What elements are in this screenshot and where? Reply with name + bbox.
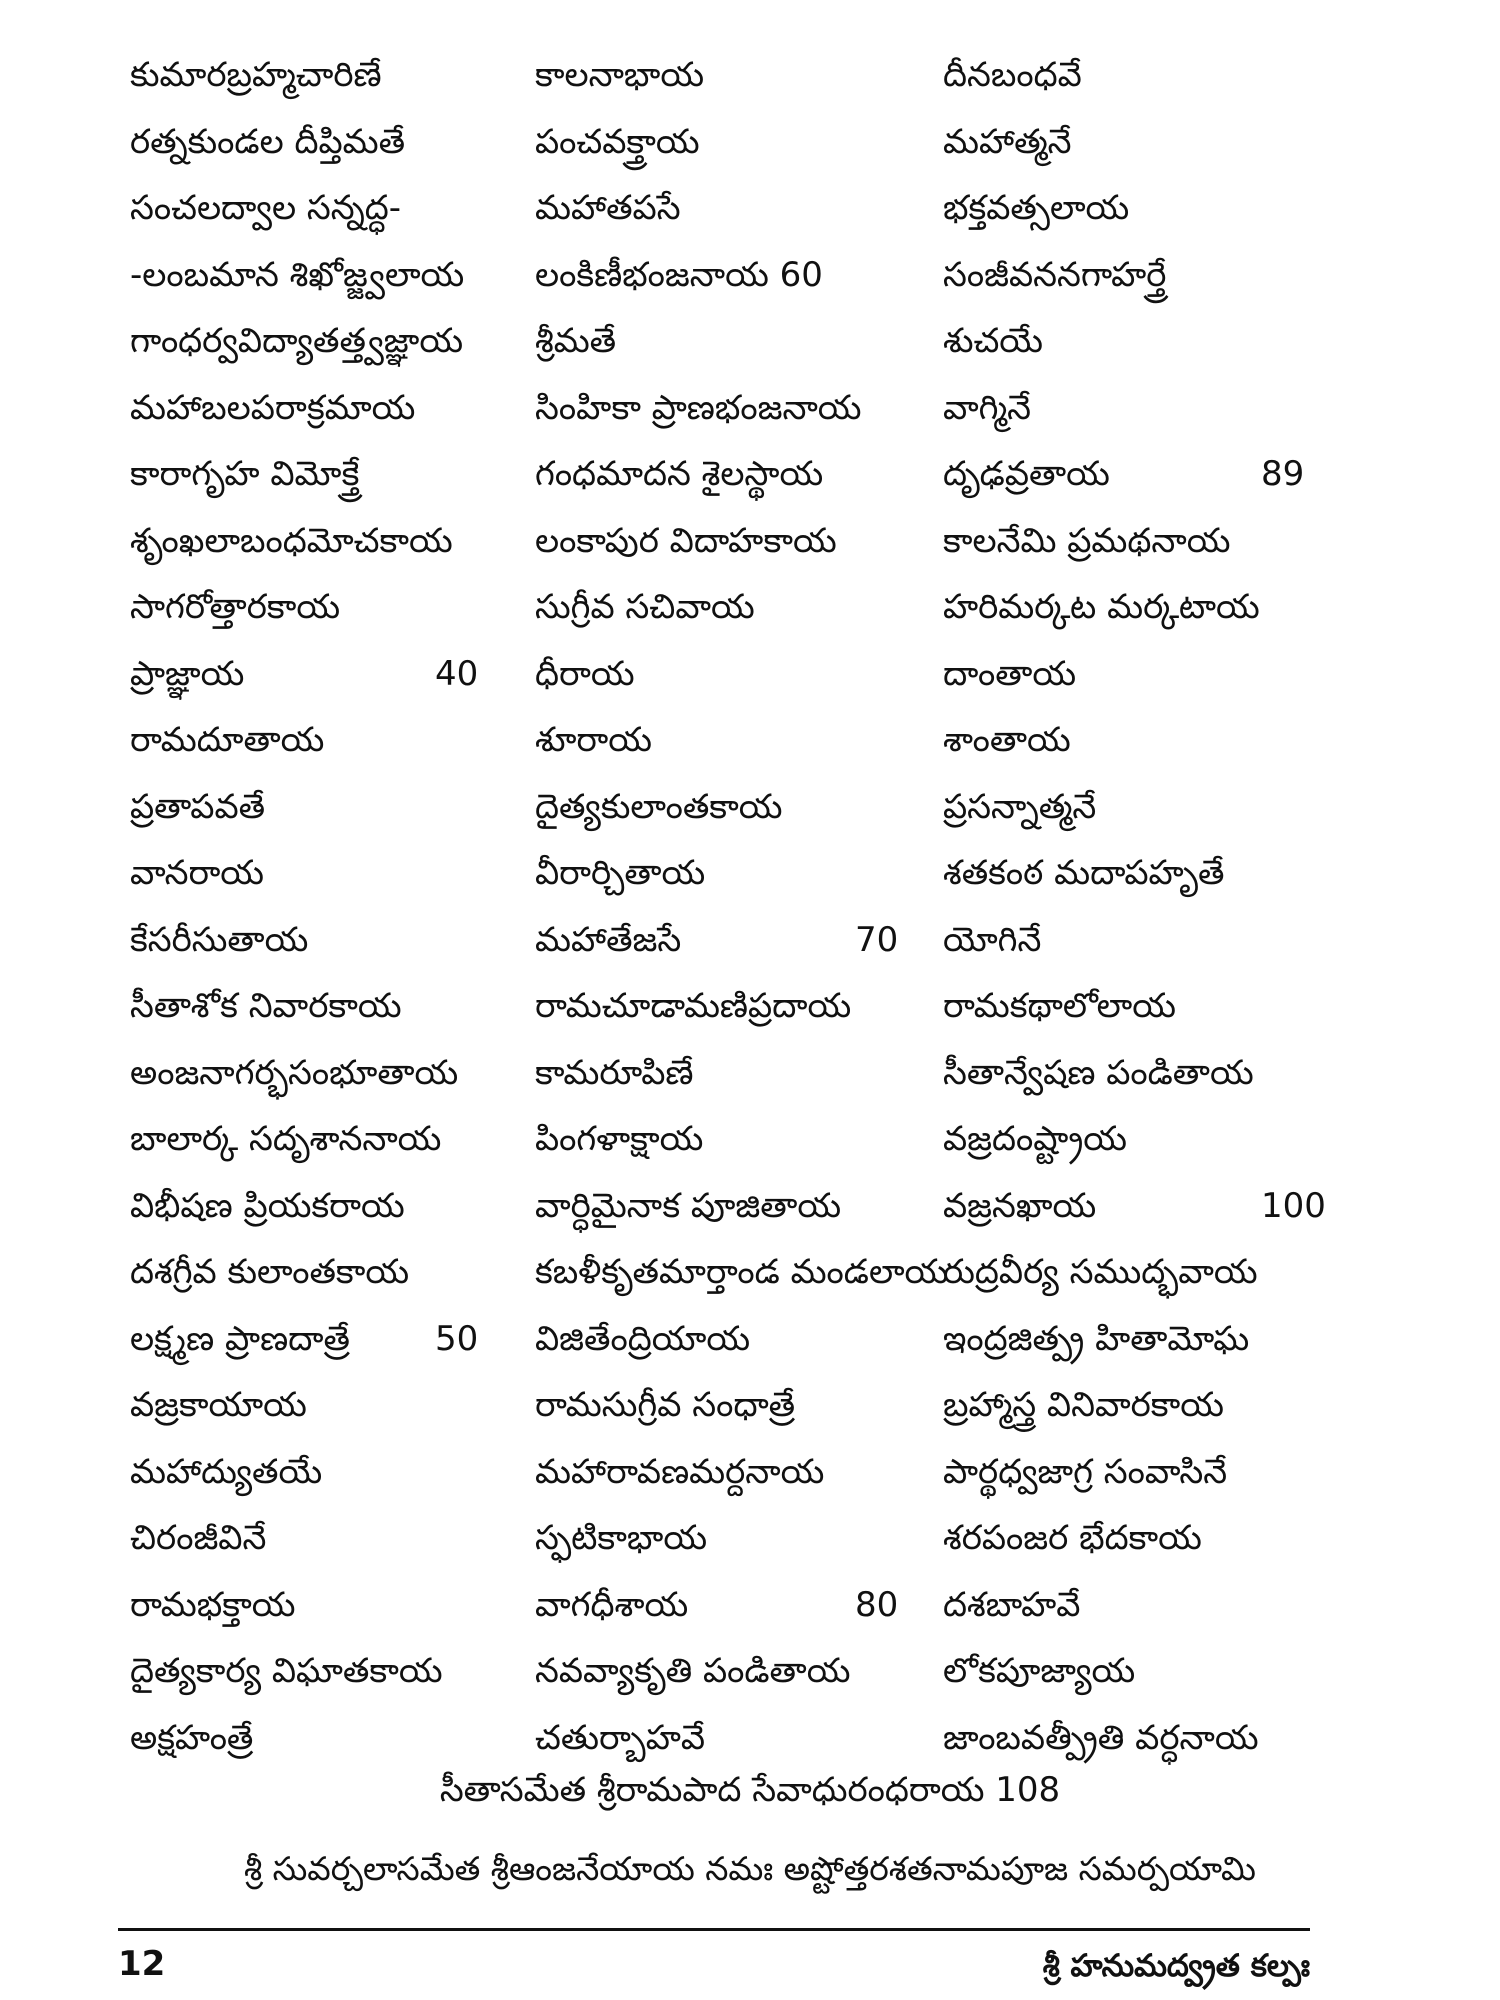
verse-count-number: 50	[435, 1318, 479, 1359]
name-text: దృఢవ్రతాయ	[943, 454, 1110, 494]
name-text: వజ్రకాయాయ	[130, 1385, 307, 1425]
name-text: మహాతేజసే	[535, 919, 682, 960]
name-text: సింహికా ప్రాణభంజనాయ	[535, 387, 862, 428]
name-text: రామసుగ్రీవ సంధాత్రే	[535, 1385, 796, 1425]
name-entry	[130, 42, 535, 109]
name-text: స్ఫటికాభాయ	[535, 1518, 708, 1558]
name-entry	[130, 907, 535, 974]
name-text: శృంఖలాబంధమోచకాయ	[130, 520, 453, 561]
name-text: బాలార్క సదృశాననాయ	[130, 1119, 442, 1159]
name-text: హరిమర్కట మర్కటాయ	[943, 587, 1260, 627]
name-text: శతకంఠ మదాపహృతే	[943, 853, 1225, 893]
name-text: దశగ్రీవ కులాంతకాయ	[130, 1252, 410, 1292]
name-entry	[535, 242, 943, 309]
name-text: వజ్రనఖాయ	[943, 1185, 1097, 1226]
name-text: సీతాశోక నివారకాయ	[130, 986, 402, 1026]
name-text: వాగ్మినే	[943, 387, 1032, 428]
name-entry	[535, 375, 943, 442]
name-entry	[535, 308, 943, 375]
name-entry	[943, 1239, 1340, 1306]
name-text: నవవ్యాకృతి పండితాయ	[535, 1651, 851, 1691]
name-entry	[130, 1239, 535, 1306]
name-entry	[943, 774, 1340, 841]
name-entry	[943, 109, 1340, 176]
name-list-grid	[130, 42, 1340, 1771]
name-text: విభీషణ ప్రియకరాయ	[130, 1185, 405, 1226]
name-text: జాంబవత్ప్రీతి వర్ధనాయ	[943, 1717, 1259, 1758]
name-text: శరపంజర భేదకాయ	[943, 1518, 1202, 1558]
name-text: శ్రీమతే	[535, 321, 617, 361]
name-text: ధీరాయ	[535, 653, 635, 694]
name-text: వీరార్చితాయ	[535, 853, 706, 893]
name-entry	[943, 42, 1340, 109]
name-entry	[943, 508, 1340, 575]
name-entry	[130, 1040, 535, 1107]
closing-dedication-line: శ్రీ సువర్చలాసమేత శ్రీఆంజనేయాయ నమః అష్టోత్తరశతనామపూజ సమర్పయామి	[244, 1849, 1256, 1888]
verse-count-number: 100	[1261, 1185, 1326, 1226]
name-entry	[130, 109, 535, 176]
name-entry	[535, 907, 943, 974]
name-entry	[535, 1040, 943, 1107]
name-entry	[943, 1173, 1340, 1240]
name-text: యోగినే	[943, 919, 1042, 960]
name-text: శాంతాయ	[943, 720, 1071, 760]
name-entry	[130, 1638, 535, 1705]
name-text: సుగ్రీవ సచివాయ	[535, 587, 755, 627]
name-entry	[535, 840, 943, 907]
name-entry	[130, 308, 535, 375]
running-title: శ్రీ హనుమద్వ్రత కల్పః	[1042, 1948, 1310, 1984]
name-entry	[130, 774, 535, 841]
name-text: వాగధీశాయ	[535, 1584, 689, 1625]
name-entry	[535, 1638, 943, 1705]
footer-rule	[118, 1928, 1310, 1931]
name-text: దైత్యకులాంతకాయ	[535, 786, 783, 827]
name-text: దీనబంధవే	[943, 55, 1082, 95]
name-entry	[130, 1106, 535, 1173]
name-entry	[130, 1439, 535, 1506]
name-entry	[535, 1505, 943, 1572]
name-entry	[535, 1239, 949, 1306]
verse-count-number: 70	[855, 919, 899, 960]
name-text: చతుర్బాహవే	[535, 1717, 705, 1758]
name-text: వానరాయ	[130, 853, 265, 893]
name-text: భక్తవత్సలాయ	[943, 188, 1130, 228]
name-entry	[943, 1106, 1340, 1173]
name-entry	[535, 774, 943, 841]
name-text: అంజనాగర్భసంభూతాయ	[130, 1052, 459, 1093]
name-text: లంకిణీభంజనాయ 60	[535, 254, 823, 295]
name-entry	[130, 973, 535, 1040]
name-entry	[943, 1040, 1340, 1107]
name-entry	[130, 707, 535, 774]
name-entry	[535, 42, 943, 109]
name-entry	[943, 973, 1340, 1040]
name-text: మహాత్మనే	[943, 121, 1072, 162]
name-text: వార్ధిమైనాక పూజితాయ	[535, 1185, 842, 1226]
name-text: పార్థధ్వజాగ్ర సంవాసినే	[943, 1451, 1228, 1492]
name-entry	[130, 1173, 535, 1240]
name-entry	[943, 907, 1340, 974]
name-entry	[130, 1306, 535, 1373]
name-entry	[943, 1439, 1340, 1506]
name-entry	[535, 1306, 943, 1373]
name-entry	[943, 1572, 1340, 1639]
name-entry	[130, 574, 535, 641]
name-entry	[130, 1572, 535, 1639]
name-text: కాలనేమి ప్రమథనాయ	[943, 520, 1231, 561]
name-text: కారాగృహ విమోక్త్రే	[130, 454, 360, 494]
name-text: -లంబమాన శిఖోజ్జ్వలాయ	[130, 254, 465, 295]
name-text: ప్రసన్నాత్మనే	[943, 786, 1097, 827]
name-entry	[535, 1173, 943, 1240]
name-entry	[130, 1505, 535, 1572]
name-text: కబళీకృతమార్తాండ మండలాయ	[535, 1252, 949, 1292]
name-entry	[943, 574, 1340, 641]
name-entry	[535, 973, 943, 1040]
name-text: దైత్యకార్య విఘాతకాయ	[130, 1651, 443, 1691]
verse-count-number: 40	[435, 653, 479, 694]
name-entry	[535, 441, 943, 508]
name-entry	[130, 508, 535, 575]
name-text: ప్రాజ్ఞాయ	[130, 653, 245, 694]
name-text: లంకాపుర విదాహకాయ	[535, 520, 837, 561]
verse-count-number: 80	[855, 1584, 899, 1625]
name-text: రత్నకుండల దీప్తిమతే	[130, 121, 406, 162]
final-name-line: సీతాసమేత శ్రీరామపాద సేవాధురంధరాయ 108	[439, 1770, 1061, 1810]
name-text: విజితేంద్రియాయ	[535, 1318, 751, 1359]
name-text: శుచయే	[943, 321, 1044, 361]
name-text: సీతాన్వేషణ పండితాయ	[943, 1052, 1254, 1093]
name-text: చిరంజీవినే	[130, 1518, 267, 1558]
name-entry	[130, 641, 535, 708]
name-entry	[535, 508, 943, 575]
name-entry	[943, 840, 1340, 907]
name-text: ప్రతాపవతే	[130, 786, 266, 827]
name-entry	[943, 1372, 1340, 1439]
name-entry	[535, 1439, 943, 1506]
name-text: కేసరీసుతాయ	[130, 919, 309, 960]
name-entry	[943, 441, 1340, 508]
name-text: మహాద్యుతయే	[130, 1451, 323, 1492]
name-text: అక్షహంత్రే	[130, 1717, 254, 1758]
name-entry	[943, 1505, 1340, 1572]
name-text: దశబాహవే	[943, 1584, 1081, 1625]
page-number: 12	[118, 1944, 166, 1984]
name-text: ఇంద్రజిత్ప్ర హితామోఘ	[943, 1318, 1250, 1359]
name-text: రామదూతాయ	[130, 720, 325, 760]
name-entry	[130, 175, 535, 242]
name-text: కుమారబ్రహ్మచారిణే	[130, 55, 382, 95]
name-entry	[535, 109, 943, 176]
name-text: పంచవక్త్రాయ	[535, 121, 700, 162]
name-text: సాగరోత్తారకాయ	[130, 587, 341, 627]
verse-count-number: 89	[1261, 454, 1305, 494]
name-entry	[535, 641, 943, 708]
name-text: బ్రహ్మాస్త్ర వినివారకాయ	[943, 1385, 1224, 1425]
name-entry	[130, 1372, 535, 1439]
name-entry	[535, 1572, 943, 1639]
name-text: పింగళాక్షాయ	[535, 1119, 704, 1159]
name-text: శూరాయ	[535, 720, 652, 760]
name-text: మహారావణమర్దనాయ	[535, 1451, 825, 1492]
name-entry	[943, 1306, 1340, 1373]
name-text: వజ్రదంష్ట్రాయ	[943, 1119, 1128, 1159]
name-text: కాలనాభాయ	[535, 55, 705, 95]
name-entry	[535, 175, 943, 242]
name-entry	[943, 641, 1340, 708]
name-text: రామచూడామణిప్రదాయ	[535, 986, 852, 1026]
name-text: దాంతాయ	[943, 653, 1077, 694]
name-entry	[943, 707, 1340, 774]
name-text: మహాబలపరాక్రమాయ	[130, 387, 416, 428]
name-entry	[130, 375, 535, 442]
name-text: గంధమాదన శైలస్థాయ	[535, 454, 824, 494]
name-text: లక్ష్మణ ప్రాణదాత్రే	[130, 1318, 350, 1359]
name-entry	[130, 441, 535, 508]
name-entry	[943, 375, 1340, 442]
name-entry	[130, 840, 535, 907]
name-entry	[943, 175, 1340, 242]
name-entry	[535, 1372, 943, 1439]
name-text: కామరూపిణే	[535, 1052, 694, 1093]
name-text: లోకపూజ్యాయ	[943, 1651, 1136, 1691]
name-text: రుద్రవీర్య సముద్భవాయ	[943, 1252, 1258, 1292]
name-entry	[943, 1638, 1340, 1705]
name-entry	[535, 574, 943, 641]
name-text: రామకథాలోలాయ	[943, 986, 1177, 1026]
name-entry	[943, 308, 1340, 375]
name-text: గాంధర్వవిద్యాతత్త్వజ్ఞాయ	[130, 321, 464, 361]
name-text: సంజీవననగాహర్త్రే	[943, 254, 1167, 295]
name-entry	[130, 242, 535, 309]
name-entry	[535, 1106, 943, 1173]
name-text: మహాతపసే	[535, 188, 681, 228]
name-text: రామభక్తాయ	[130, 1584, 296, 1625]
name-entry	[535, 707, 943, 774]
name-entry	[943, 242, 1340, 309]
name-text: సంచలద్వాల సన్నద్ధ-	[130, 188, 402, 228]
